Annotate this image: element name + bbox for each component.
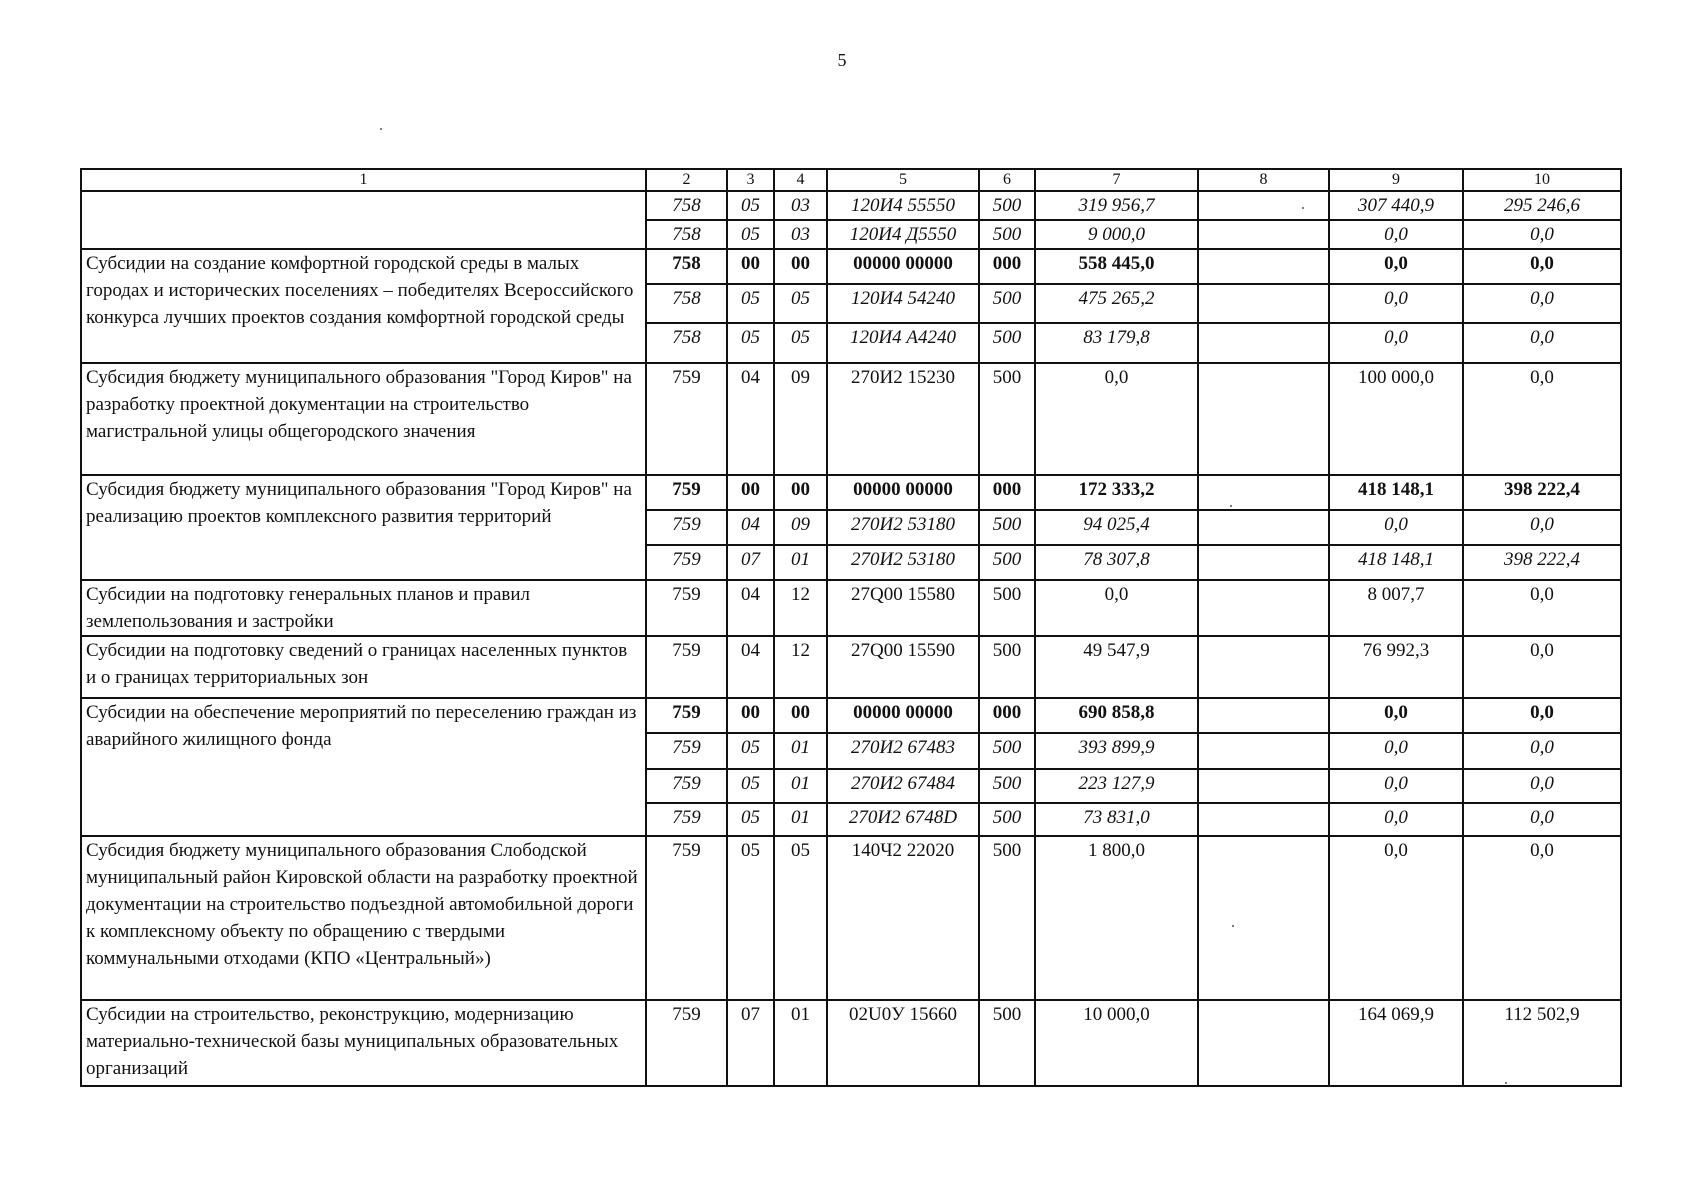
cell-col-2: 759: [646, 769, 727, 803]
cell-col-10: 398 222,4: [1463, 475, 1621, 510]
cell-col-3: 05: [727, 191, 774, 220]
cell-col-7: 393 899,9: [1035, 733, 1198, 769]
cell-col-9: 0,0: [1329, 249, 1463, 284]
cell-col-6: 000: [979, 698, 1035, 733]
cell-col-2: 758: [646, 249, 727, 284]
header-cell-6: 6: [979, 169, 1035, 191]
cell-col-4: 03: [774, 220, 827, 249]
budget-table: [80, 168, 1622, 1087]
cell-col-9: 418 148,1: [1329, 475, 1463, 510]
table-row: [81, 636, 1621, 698]
cell-col-5: 27Q00 15590: [827, 636, 979, 698]
cell-col-9: 0,0: [1329, 220, 1463, 249]
cell-col-4: 09: [774, 510, 827, 545]
table-row: [81, 475, 1621, 510]
cell-col-3: 05: [727, 733, 774, 769]
header-cell-9: 9: [1329, 169, 1463, 191]
cell-col-6: 500: [979, 1000, 1035, 1086]
cell-col-6: 000: [979, 475, 1035, 510]
cell-col-9: 307 440,9: [1329, 191, 1463, 220]
cell-col-9: 76 992,3: [1329, 636, 1463, 698]
cell-col-8: [1198, 769, 1329, 803]
cell-col-6: 500: [979, 803, 1035, 836]
cell-col-2: 759: [646, 698, 727, 733]
scan-speck: [1302, 207, 1304, 209]
cell-col-7: 475 265,2: [1035, 284, 1198, 323]
cell-col-8: [1198, 191, 1329, 220]
table-row: [81, 1000, 1621, 1086]
cell-col-5: 140Ч2 22020: [827, 836, 979, 1000]
cell-col-9: 164 069,9: [1329, 1000, 1463, 1086]
cell-col-9: 0,0: [1329, 836, 1463, 1000]
cell-col-10: 0,0: [1463, 733, 1621, 769]
cell-col-7: 73 831,0: [1035, 803, 1198, 836]
cell-col-7: 558 445,0: [1035, 249, 1198, 284]
cell-col-2: 759: [646, 636, 727, 698]
cell-col-7: 9 000,0: [1035, 220, 1198, 249]
cell-col-5: 120И4 54240: [827, 284, 979, 323]
cell-col-6: 500: [979, 769, 1035, 803]
cell-col-4: 00: [774, 698, 827, 733]
cell-col-9: 0,0: [1329, 698, 1463, 733]
cell-col-5: 02U0У 15660: [827, 1000, 979, 1086]
cell-col-8: [1198, 580, 1329, 636]
cell-col-5: 00000 00000: [827, 475, 979, 510]
table-row: [81, 698, 1621, 733]
cell-col-3: 00: [727, 249, 774, 284]
cell-col-4: 01: [774, 803, 827, 836]
page-number: 5: [837, 50, 847, 70]
cell-col-8: [1198, 284, 1329, 323]
cell-col-10: 112 502,9: [1463, 1000, 1621, 1086]
cell-col-9: 0,0: [1329, 284, 1463, 323]
header-cell-5: 5: [827, 169, 979, 191]
cell-col-2: 759: [646, 580, 727, 636]
scan-speck: [1230, 505, 1232, 507]
header-cell-1: 1: [81, 169, 646, 191]
cell-col-10: 0,0: [1463, 698, 1621, 733]
cell-col-3: 04: [727, 636, 774, 698]
cell-col-9: 418 148,1: [1329, 545, 1463, 580]
cell-col-3: 04: [727, 580, 774, 636]
cell-col-10: 295 246,6: [1463, 191, 1621, 220]
cell-col-5: 270И2 15230: [827, 363, 979, 475]
cell-col-9: 0,0: [1329, 769, 1463, 803]
cell-col-6: 500: [979, 733, 1035, 769]
cell-col-5: 27Q00 15580: [827, 580, 979, 636]
cell-col-7: 0,0: [1035, 363, 1198, 475]
cell-col-10: 0,0: [1463, 510, 1621, 545]
cell-col-7: 0,0: [1035, 580, 1198, 636]
cell-col-6: 500: [979, 636, 1035, 698]
cell-col-10: 0,0: [1463, 284, 1621, 323]
item-description: Субсидии на создание комфортной городской среды в малых городах и исторических поселениях – победителях Всероссийского конкурса лучших проектов создания комфортной городской среды: [81, 249, 646, 363]
cell-col-6: 000: [979, 249, 1035, 284]
cell-col-7: 319 956,7: [1035, 191, 1198, 220]
cell-col-6: 500: [979, 545, 1035, 580]
cell-col-3: 05: [727, 220, 774, 249]
cell-col-10: 398 222,4: [1463, 545, 1621, 580]
cell-col-3: 07: [727, 1000, 774, 1086]
cell-col-9: 0,0: [1329, 323, 1463, 363]
cell-col-6: 500: [979, 836, 1035, 1000]
cell-col-5: 120И4 Д5550: [827, 220, 979, 249]
cell-col-7: 83 179,8: [1035, 323, 1198, 363]
cell-col-5: 270И2 67483: [827, 733, 979, 769]
cell-col-10: 0,0: [1463, 836, 1621, 1000]
cell-col-4: 01: [774, 733, 827, 769]
item-description: Субсидии на строительство, реконструкцию, модернизацию материально-технической базы муниципальных образовательных организаций: [81, 1000, 646, 1086]
cell-col-8: [1198, 836, 1329, 1000]
cell-col-10: 0,0: [1463, 769, 1621, 803]
cell-col-4: 12: [774, 580, 827, 636]
scan-speck: [1505, 1082, 1507, 1084]
cell-col-6: 500: [979, 363, 1035, 475]
cell-col-5: 00000 00000: [827, 249, 979, 284]
cell-col-10: 0,0: [1463, 580, 1621, 636]
cell-col-2: 759: [646, 510, 727, 545]
cell-col-7: 690 858,8: [1035, 698, 1198, 733]
cell-col-2: 759: [646, 836, 727, 1000]
table-row: [81, 363, 1621, 475]
item-description: Субсидия бюджету муниципального образования "Город Киров" на разработку проектной документации на строительство магистральной улицы общегородского значения: [81, 363, 646, 475]
cell-col-3: 04: [727, 510, 774, 545]
cell-col-3: 05: [727, 803, 774, 836]
header-cell-4: 4: [774, 169, 827, 191]
cell-col-2: 758: [646, 220, 727, 249]
cell-col-5: 270И2 6748D: [827, 803, 979, 836]
cell-col-4: 00: [774, 249, 827, 284]
header-cell-3: 3: [727, 169, 774, 191]
cell-col-10: 0,0: [1463, 363, 1621, 475]
table-body: [81, 169, 1621, 1086]
cell-col-4: 03: [774, 191, 827, 220]
cell-col-7: 78 307,8: [1035, 545, 1198, 580]
cell-col-9: 0,0: [1329, 510, 1463, 545]
cell-col-3: 05: [727, 323, 774, 363]
cell-col-10: 0,0: [1463, 636, 1621, 698]
cell-col-8: [1198, 733, 1329, 769]
cell-col-2: 759: [646, 733, 727, 769]
cell-col-4: 01: [774, 769, 827, 803]
cell-col-2: 759: [646, 1000, 727, 1086]
cell-col-7: 10 000,0: [1035, 1000, 1198, 1086]
cell-col-8: [1198, 1000, 1329, 1086]
header-cell-7: 7: [1035, 169, 1198, 191]
cell-col-6: 500: [979, 510, 1035, 545]
cell-col-5: 00000 00000: [827, 698, 979, 733]
cell-col-9: 100 000,0: [1329, 363, 1463, 475]
cell-col-8: [1198, 220, 1329, 249]
table-row: [81, 580, 1621, 636]
cell-col-5: 270И2 53180: [827, 510, 979, 545]
scan-speck: [380, 128, 382, 130]
cell-col-6: 500: [979, 580, 1035, 636]
table-row: [81, 249, 1621, 284]
item-description: Субсидии на подготовку сведений о границах населенных пунктов и о границах территориальных зон: [81, 636, 646, 698]
cell-col-5: 120И4 55550: [827, 191, 979, 220]
cell-col-3: 00: [727, 698, 774, 733]
item-description: Субсидии на подготовку генеральных планов и правил землепользования и застройки: [81, 580, 646, 636]
header-row: [81, 169, 1621, 191]
cell-col-8: [1198, 475, 1329, 510]
header-cell-8: 8: [1198, 169, 1329, 191]
cell-col-8: [1198, 636, 1329, 698]
item-description: Субсидии на обеспечение мероприятий по переселению граждан из аварийного жилищного фонда: [81, 698, 646, 836]
cell-col-10: 0,0: [1463, 323, 1621, 363]
cell-col-7: 172 333,2: [1035, 475, 1198, 510]
cell-col-2: 758: [646, 191, 727, 220]
cell-col-8: [1198, 323, 1329, 363]
cell-col-9: 0,0: [1329, 733, 1463, 769]
cell-col-8: [1198, 698, 1329, 733]
cell-col-4: 01: [774, 545, 827, 580]
cell-col-5: 270И2 53180: [827, 545, 979, 580]
table-row: [81, 836, 1621, 1000]
cell-col-4: 05: [774, 323, 827, 363]
item-description: [81, 191, 646, 249]
cell-col-8: [1198, 249, 1329, 284]
cell-col-6: 500: [979, 220, 1035, 249]
cell-col-3: 05: [727, 284, 774, 323]
cell-col-3: 05: [727, 769, 774, 803]
cell-col-8: [1198, 545, 1329, 580]
cell-col-3: 00: [727, 475, 774, 510]
cell-col-4: 00: [774, 475, 827, 510]
cell-col-4: 05: [774, 284, 827, 323]
cell-col-10: 0,0: [1463, 249, 1621, 284]
cell-col-4: 05: [774, 836, 827, 1000]
cell-col-9: 0,0: [1329, 803, 1463, 836]
cell-col-7: 223 127,9: [1035, 769, 1198, 803]
cell-col-3: 04: [727, 363, 774, 475]
cell-col-7: 94 025,4: [1035, 510, 1198, 545]
cell-col-4: 09: [774, 363, 827, 475]
cell-col-2: 758: [646, 284, 727, 323]
cell-col-3: 07: [727, 545, 774, 580]
cell-col-8: [1198, 803, 1329, 836]
header-cell-10: 10: [1463, 169, 1621, 191]
cell-col-10: 0,0: [1463, 220, 1621, 249]
table-row: [81, 191, 1621, 220]
cell-col-3: 05: [727, 836, 774, 1000]
cell-col-5: 120И4 А4240: [827, 323, 979, 363]
cell-col-2: 759: [646, 545, 727, 580]
cell-col-2: 759: [646, 475, 727, 510]
cell-col-6: 500: [979, 284, 1035, 323]
cell-col-6: 500: [979, 191, 1035, 220]
cell-col-10: 0,0: [1463, 803, 1621, 836]
cell-col-2: 758: [646, 323, 727, 363]
header-cell-2: 2: [646, 169, 727, 191]
item-description: Субсидия бюджету муниципального образования "Город Киров" на реализацию проектов комплексного развития территорий: [81, 475, 646, 580]
cell-col-7: 49 547,9: [1035, 636, 1198, 698]
cell-col-7: 1 800,0: [1035, 836, 1198, 1000]
cell-col-8: [1198, 363, 1329, 475]
cell-col-2: 759: [646, 803, 727, 836]
cell-col-5: 270И2 67484: [827, 769, 979, 803]
cell-col-9: 8 007,7: [1329, 580, 1463, 636]
item-description: Субсидия бюджету муниципального образования Слободской муниципальный район Кировской области на разработку проектной документации на строительство подъездной автомобильной дороги к комплексному объекту по обращению с твердыми коммунальными отходами (КПО «Центральный»): [81, 836, 646, 1000]
cell-col-4: 01: [774, 1000, 827, 1086]
cell-col-4: 12: [774, 636, 827, 698]
cell-col-2: 759: [646, 363, 727, 475]
cell-col-8: [1198, 510, 1329, 545]
cell-col-6: 500: [979, 323, 1035, 363]
scan-speck: [1232, 925, 1234, 927]
